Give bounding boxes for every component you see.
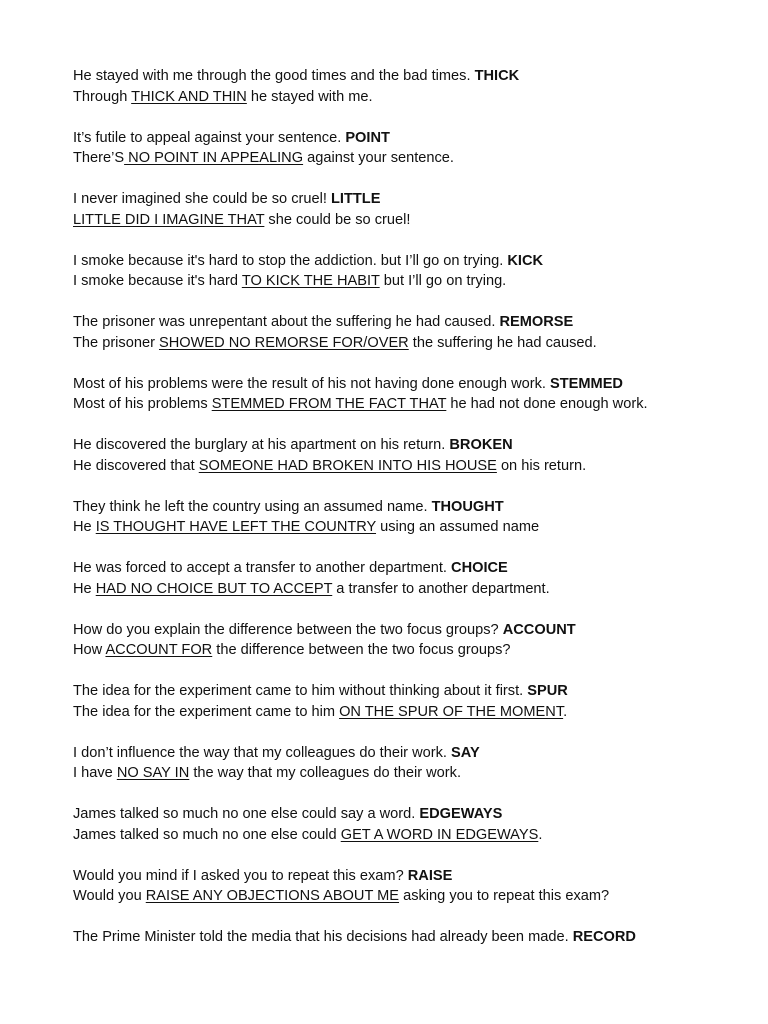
answer-phrase: THICK AND THIN	[131, 88, 247, 105]
answer-phrase: SOMEONE HAD BROKEN INTO HIS HOUSE	[198, 457, 497, 474]
exercise-item	[73, 128, 753, 190]
answer-line	[73, 333, 753, 354]
answer-suffix: the difference between the two focus groups?	[212, 642, 511, 658]
question-line	[73, 435, 753, 456]
keyword: THICK	[474, 68, 520, 84]
question-text: He discovered the burglary at his apartment on his return.	[73, 437, 450, 453]
answer-phrase: ON THE SPUR OF THE MOMENT	[339, 703, 564, 720]
question-text: I smoke because it's hard to stop the addiction. but I’ll go on trying.	[73, 252, 508, 269]
answer-line	[73, 456, 753, 477]
exercise-item	[73, 804, 753, 866]
answer-suffix: but I’ll go on trying.	[379, 273, 507, 289]
answer-suffix: against your sentence.	[303, 150, 454, 166]
answer-phrase: ACCOUNT FOR	[105, 642, 213, 658]
answer-suffix: .	[538, 826, 543, 843]
answer-suffix: .	[563, 703, 568, 720]
question-text: James talked so much no one else could say a word.	[73, 806, 420, 822]
question-text: The prisoner was unrepentant about the suffering he had caused.	[73, 314, 500, 330]
question-text: I never imagined she could be so cruel!	[73, 191, 331, 207]
answer-line	[73, 271, 753, 292]
keyword: EDGEWAYS	[419, 806, 503, 822]
answer-prefix: There’S	[73, 150, 125, 166]
keyword: SPUR	[527, 683, 568, 699]
answer-line	[73, 640, 753, 661]
exercise-item	[73, 66, 753, 128]
keyword: REMORSE	[499, 314, 574, 330]
answer-suffix: he stayed with me.	[246, 88, 373, 105]
answer-line	[73, 886, 753, 907]
question-line	[73, 497, 753, 518]
answer-prefix: Through	[73, 88, 132, 105]
keyword: STEMMED	[550, 375, 623, 392]
question-text: He was forced to accept a transfer to another department.	[73, 560, 452, 576]
answer-prefix: He	[73, 580, 96, 597]
answer-line	[73, 825, 753, 846]
answer-prefix: Would you	[73, 888, 146, 904]
answer-line	[73, 579, 753, 600]
exercise-item	[73, 312, 753, 374]
answer-line	[73, 210, 753, 231]
answer-prefix: Most of his problems	[73, 396, 212, 412]
question-line	[73, 374, 753, 395]
keyword: ACCOUNT	[502, 621, 576, 638]
answer-suffix: using an assumed name	[376, 519, 540, 535]
keyword: LITTLE	[330, 191, 381, 207]
question-line	[73, 66, 753, 87]
answer-phrase: SHOWED NO REMORSE FOR/OVER	[158, 334, 409, 351]
answer-line	[73, 87, 753, 108]
question-text: The Prime Minister told the media that his decisions had already been made.	[73, 929, 573, 945]
answer-prefix: He discovered that	[73, 457, 199, 474]
answer-line	[73, 394, 753, 415]
question-line	[73, 804, 753, 825]
question-text: They think he left the country using an assumed name.	[73, 498, 432, 515]
question-line	[73, 927, 753, 948]
question-text: I don’t influence the way that my colleagues do their work.	[73, 744, 452, 761]
question-text: It’s futile to appeal against your sentence.	[73, 129, 346, 146]
exercise-item	[73, 866, 753, 928]
answer-prefix: I have	[73, 765, 117, 781]
answer-prefix: He	[73, 519, 96, 535]
answer-suffix: a transfer to another department.	[332, 580, 550, 597]
exercise-item	[73, 435, 753, 497]
answer-phrase: NO POINT IN APPEALING	[124, 150, 304, 166]
answer-suffix: he had not done enough work.	[446, 396, 648, 412]
question-text: How do you explain the difference between the two focus groups?	[73, 621, 503, 638]
keyword: POINT	[345, 129, 390, 146]
question-line	[73, 558, 753, 579]
answer-suffix: the suffering he had caused.	[408, 334, 597, 351]
keyword: THOUGHT	[431, 498, 504, 515]
answer-suffix: she could be so cruel!	[264, 211, 411, 228]
answer-line	[73, 517, 753, 538]
answer-phrase: TO KICK THE HABIT	[241, 273, 380, 289]
answer-line	[73, 702, 753, 723]
answer-suffix: asking you to repeat this exam?	[399, 888, 610, 904]
answer-suffix: the way that my colleagues do their work.	[189, 765, 462, 781]
answer-phrase: LITTLE DID I IMAGINE THAT	[73, 211, 265, 228]
exercise-item	[73, 927, 753, 989]
question-line	[73, 189, 753, 210]
answer-phrase: NO SAY IN	[116, 765, 190, 781]
answer-phrase: GET A WORD IN EDGEWAYS	[340, 826, 539, 843]
answer-phrase: IS THOUGHT HAVE LEFT THE COUNTRY	[95, 519, 377, 535]
answer-prefix: The idea for the experiment came to him	[73, 703, 340, 720]
answer-prefix: How	[73, 642, 106, 658]
answer-prefix: James talked so much no one else could	[73, 826, 341, 843]
question-text: He stayed with me through the good times and the bad times.	[73, 68, 475, 84]
question-line	[73, 866, 753, 887]
keyword: RECORD	[572, 929, 636, 945]
answer-phrase: HAD NO CHOICE BUT TO ACCEPT	[95, 580, 333, 597]
exercise-item	[73, 558, 753, 620]
keyword: CHOICE	[451, 560, 508, 576]
keyword: BROKEN	[449, 437, 513, 453]
exercise-item	[73, 681, 753, 743]
answer-line	[73, 763, 753, 784]
question-line	[73, 681, 753, 702]
exercise-item	[73, 620, 753, 682]
keyword: KICK	[507, 252, 544, 269]
question-line	[73, 251, 753, 272]
answer-prefix: The prisoner	[73, 334, 159, 351]
question-text: Most of his problems were the result of his not having done enough work.	[73, 375, 550, 392]
keyword: SAY	[451, 744, 480, 761]
question-line	[73, 620, 753, 641]
question-text: The idea for the experiment came to him without thinking about it first.	[73, 683, 528, 699]
exercise-item	[73, 251, 753, 313]
question-line	[73, 128, 753, 149]
exercise-item	[73, 743, 753, 805]
document-page	[73, 66, 753, 989]
question-text: Would you mind if I asked you to repeat this exam?	[73, 867, 408, 884]
answer-prefix: I smoke because it's hard	[73, 273, 242, 289]
exercise-item	[73, 374, 753, 436]
question-line	[73, 743, 753, 764]
answer-phrase: STEMMED FROM THE FACT THAT	[211, 396, 447, 412]
keyword: RAISE	[407, 867, 453, 884]
question-line	[73, 312, 753, 333]
answer-line	[73, 148, 753, 169]
exercise-item	[73, 189, 753, 251]
answer-phrase: RAISE ANY OBJECTIONS ABOUT ME	[145, 888, 400, 904]
answer-suffix: on his return.	[496, 457, 587, 474]
exercise-item	[73, 497, 753, 559]
